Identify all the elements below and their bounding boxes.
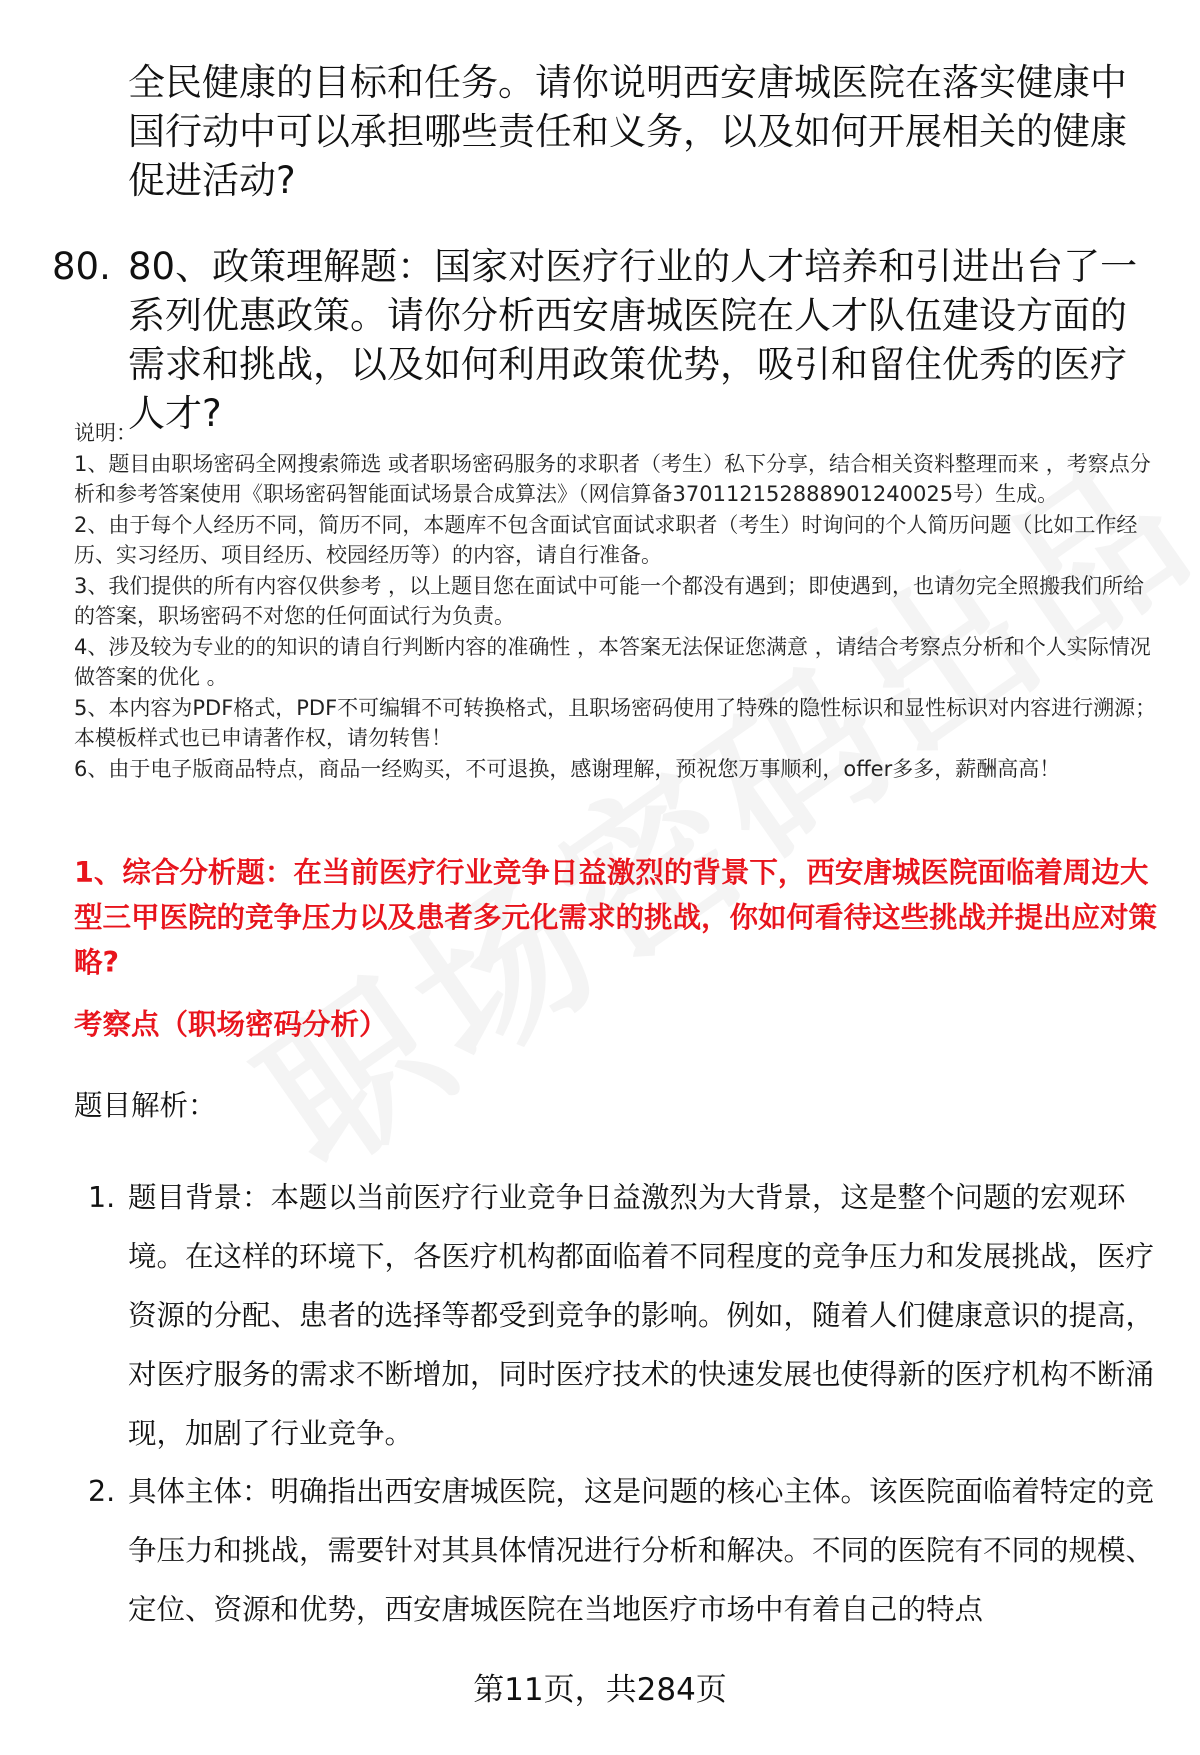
- question-1-subheading: 考察点（职场密码分析）: [74, 1008, 388, 1041]
- note-item: 4、涉及较为专业的的知识的请自行判断内容的准确性 ，本答案无法保证您满意 ，请结合考察点分析和个人实际情况做答案的优化 。: [74, 634, 1151, 689]
- note-item: 3、我们提供的所有内容仅供参考 ，以上题目您在面试中可能一个都没有遇到；即使遇到，也请勿完全照搬我们所给的答案，职场密码不对您的任何面试行为负责。: [74, 573, 1145, 628]
- notes-heading: 说明：: [74, 421, 137, 445]
- note-item: 5、本内容为PDF格式，PDF不可编辑不可转换格式，且职场密码使用了特殊的隐性标识和显性标识对内容进行溯源；本模板样式也已申请著作权，请勿转售！: [74, 695, 1157, 750]
- question-1-title: 1、综合分析题：在当前医疗行业竞争日益激烈的背景下，西安唐城医院面临着周边大型三甲医院的竞争压力以及患者多元化需求的挑战，你如何看待这些挑战并提出应对策略?: [74, 856, 1158, 979]
- analysis-item-number: 2.: [88, 1475, 116, 1508]
- analysis-item-text: 题目背景：本题以当前医疗行业竞争日益激烈为大背景，这是整个问题的宏观环境。在这样的环境下，各医疗机构都面临着不同程度的竞争压力和发展挑战，医疗资源的分配、患者的选择等都受到竞争的影响。例如，随着人们健康意识的提高，对医疗服务的需求不断增加，同时医疗技术的快速发展也使得新的医疗机构不断涌现，加剧了行业竞争。: [128, 1181, 1155, 1450]
- question-80-text: 80、政策理解题：国家对医疗行业的人才培养和引进出台了一系列优惠政策。请你分析西安唐城医院在人才队伍建设方面的需求和挑战，以及如何利用政策优势，吸引和留住优秀的医疗人才?: [128, 245, 1138, 435]
- page-footer: 第11页，共284页: [473, 1672, 727, 1708]
- note-item: 1、题目由职场密码全网搜索筛选 或者职场密码服务的求职者（考生）私下分享，结合相关资料整理而来 ，考察点分析和参考答案使用《职场密码智能面试场景合成算法》（网信算备370112152888901240025号）生成。: [74, 451, 1151, 506]
- analysis-label: 题目解析：: [74, 1089, 217, 1122]
- note-item: 6、由于电子版商品特点，商品一经购买，不可退换，感谢理解，预祝您万事顺利，offer多多，薪酬高高！: [74, 756, 1061, 781]
- question-80-number: 80.: [52, 245, 111, 288]
- analysis-item-text: 具体主体：明确指出西安唐城医院，这是问题的核心主体。该医院面临着特定的竞争压力和挑战，需要针对其具体情况进行分析和解决。不同的医院有不同的规模、定位、资源和优势，西安唐城医院在当地医疗市场中有着自己的特点: [128, 1475, 1155, 1626]
- notes-section: [74, 418, 1159, 784]
- note-item: 2、由于每个人经历不同，简历不同，本题库不包含面试官面试求职者（考生）时询问的个人简历问题（比如工作经历、实习经历、项目经历、校园经历等）的内容，请自行准备。: [74, 512, 1138, 567]
- question-continuation: 全民健康的目标和任务。请你说明西安唐城医院在落实健康中国行动中可以承担哪些责任和义务，以及如何开展相关的健康促进活动?: [128, 61, 1127, 202]
- analysis-item-number: 1.: [88, 1181, 116, 1214]
